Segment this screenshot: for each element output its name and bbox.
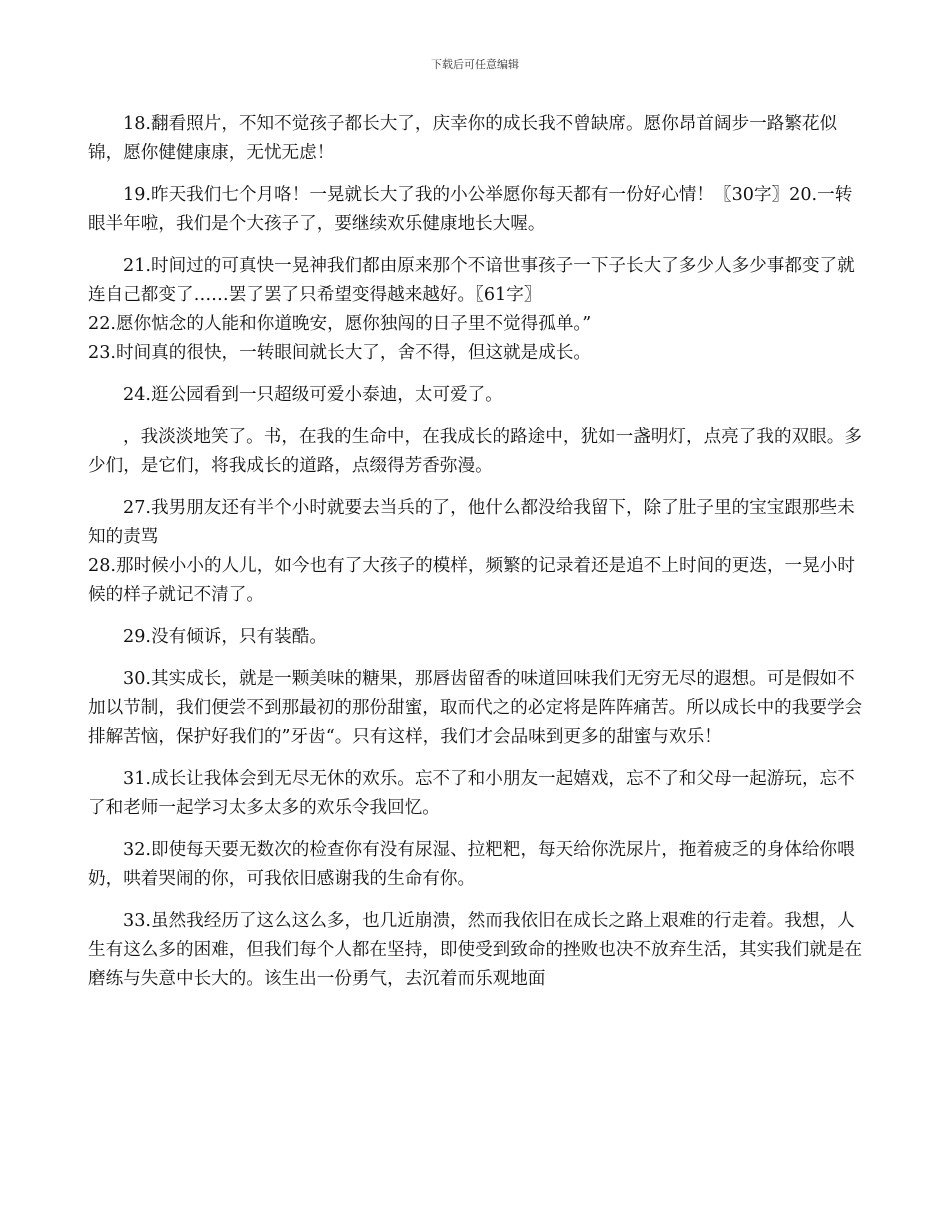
paragraph-30: 30.其实成长，就是一颗美味的糖果，那唇齿留香的味道回味我们无穷无尽的遐想。可是假如不加以节制，我们便尝不到那最初的那份甜蜜，取而代之的必定将是阵阵痛苦。所以成长中的我要学会排解苦恼，保护好我们的”牙齿“。只有这样，我们才会品味到更多的甜蜜与欢乐！ [88,669,863,747]
paragraph-27: 27.我男朋友还有半个小时就要去当兵的了，他什么都没给我留下，除了肚子里的宝宝跟那些未知的责骂 [88,498,855,547]
paragraph-18: 18.翻看照片，不知不觉孩子都长大了，庆幸你的成长我不曾缺席。愿你昂首阔步一路繁花似锦，愿你健健康康，无忧无虑！ [88,114,838,163]
paragraph-29: 29.没有倾诉，只有装酷。 [123,627,327,647]
paragraph-32: 32.即使每天要无数次的检查你有没有尿湿、拉粑粑，每天给你洗尿片，拖着疲乏的身体给你喂奶，哄着哭闹的你，可我依旧感谢我的生命有你。 [88,840,855,889]
page-header: 下载后可任意编辑 [431,58,519,71]
paragraph-33: 33.虽然我经历了这么这么多，也几近崩溃，然而我依旧在成长之路上艰难的行走着。我想，人生有这么多的困难，但我们每个人都在坚持，即使受到致命的挫败也决不放弃生活，其实我们就是在磨练与失意中长大的。该生出一份勇气，去沉着而乐观地面 [88,911,863,989]
paragraph-23: 23.时间真的很快，一转眼间就长大了，舍不得，但这就是成长。 [88,343,592,363]
document-body [88,110,866,994]
paragraph-24: 24.逛公园看到一只超级可爱小泰迪，太可爱了。 [123,385,503,405]
paragraph-21: 21.时间过的可真快一晃神我们都由原来那个不谙世事孩子一下子长大了多少人多少事都变了就连自己都变了……罢了罢了只希望变得越来越好。〖61字〗 [88,256,855,305]
paragraph-books: ，我淡淡地笑了。书，在我的生命中，在我成长的路途中，犹如一盏明灯，点亮了我的双眼。多少们，是它们，将我成长的道路，点缀得芳香弥漫。 [88,427,862,476]
paragraph-19-20: 19.昨天我们七个月咯！一晃就长大了我的小公举愿你每天都有一份好心情！〖30字〗20.一转眼半年啦，我们是个大孩子了，要继续欢乐健康地长大喔。 [88,185,853,234]
paragraph-22: 22.愿你惦念的人能和你道晚安，愿你独闯的日子里不觉得孤单。” [88,314,592,334]
paragraph-31: 31.成长让我体会到无尽无休的欢乐。忘不了和小朋友一起嬉戏，忘不了和父母一起游玩，忘不了和老师一起学习太多太多的欢乐令我回忆。 [88,769,855,818]
paragraph-28: 28.那时候小小的人儿，如今也有了大孩子的模样，频繁的记录着还是追不上时间的更迭，一晃小时候的样子就记不清了。 [88,556,855,605]
